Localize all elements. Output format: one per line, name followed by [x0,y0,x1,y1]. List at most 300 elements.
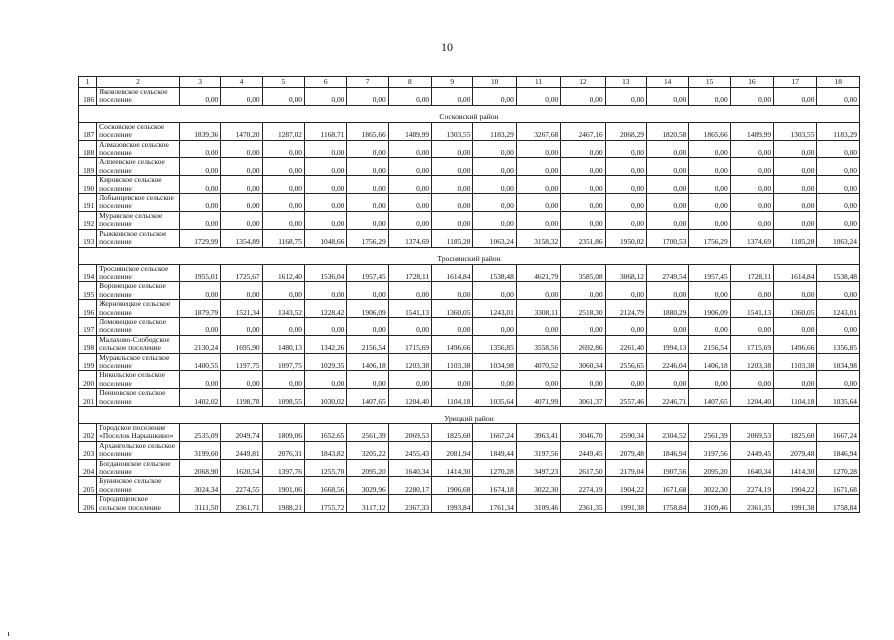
page-number: 10 [441,40,453,54]
value-cell: 0,00 [774,88,817,106]
settlement-name: Сосковское сельское поселение [97,122,180,140]
value-cell: 2304,52 [646,424,688,442]
value-cell: 3022,30 [516,477,560,495]
value-cell: 2079,48 [774,441,817,459]
value-cell: 1728,11 [388,264,431,282]
value-cell: 1104,18 [774,389,817,407]
value-cell: 1204,40 [388,389,431,407]
value-cell: 1521,34 [221,300,262,318]
value-cell: 1541,13 [388,300,431,318]
row-number: 191 [79,194,97,212]
value-cell: 2274,19 [730,477,773,495]
settlement-name: Муравское сельское поселение [97,211,180,229]
table-row [79,371,860,389]
value-cell: 1243,01 [473,300,516,318]
value-cell: 0,00 [432,211,473,229]
column-number: 7 [347,77,388,88]
value-cell: 0,00 [689,140,730,158]
settlement-name: Муравльское сельское поселение [97,353,180,371]
value-cell: 1228,42 [304,300,346,318]
district-title: Урицкий район [79,407,860,424]
value-cell: 0,00 [432,282,473,300]
value-cell: 1356,85 [473,335,516,353]
value-cell: 1761,34 [473,495,516,513]
value-cell: 3197,56 [516,441,560,459]
value-cell: 1407,65 [347,389,388,407]
value-cell: 0,00 [561,282,605,300]
value-cell: 0,00 [473,211,516,229]
value-cell: 1198,78 [221,389,262,407]
value-cell: 1103,38 [774,353,817,371]
value-cell: 2361,71 [221,495,262,513]
value-cell: 1907,56 [646,459,688,477]
value-cell: 0,00 [646,371,688,389]
value-cell: 3111,50 [179,495,220,513]
row-number: 204 [79,459,97,477]
value-cell: 0,00 [730,158,773,176]
value-cell: 0,00 [689,176,730,194]
settlement-name: Городищенское сельское поселение [97,495,180,513]
value-cell: 2156,54 [689,335,730,353]
settlement-name: Троснянское сельское поселение [97,264,180,282]
value-cell: 2361,35 [730,495,773,513]
row-number: 192 [79,211,97,229]
value-cell: 1715,69 [730,335,773,353]
value-cell: 0,00 [473,140,516,158]
value-cell: 1906,09 [689,300,730,318]
value-cell: 0,00 [347,176,388,194]
value-cell: 0,00 [347,371,388,389]
value-cell: 0,00 [646,317,688,335]
value-cell: 3029,96 [347,477,388,495]
value-cell: 0,00 [473,371,516,389]
value-cell: 1991,38 [774,495,817,513]
value-cell: 1640,34 [388,459,431,477]
value-cell: 0,00 [179,211,220,229]
value-cell: 2079,48 [605,441,646,459]
district-title: Сосковский район [79,105,860,122]
value-cell: 0,00 [817,282,860,300]
value-cell: 2280,17 [388,477,431,495]
value-cell: 0,00 [516,371,560,389]
column-number: 8 [388,77,431,88]
value-cell: 0,00 [179,158,220,176]
value-cell: 1063,24 [473,229,516,247]
column-number: 9 [432,77,473,88]
value-cell: 0,00 [304,158,346,176]
value-cell: 0,00 [473,194,516,212]
value-cell: 1906,09 [347,300,388,318]
value-cell: 1168,71 [304,122,346,140]
row-number: 188 [79,140,97,158]
value-cell: 0,00 [774,140,817,158]
column-number: 1 [79,77,97,88]
value-cell: 3267,68 [516,122,560,140]
value-cell: 1397,76 [262,459,304,477]
value-cell: 1700,53 [646,229,688,247]
value-cell: 1671,68 [817,477,860,495]
value-cell: 0,00 [646,176,688,194]
value-cell: 2274,19 [561,477,605,495]
value-cell: 0,00 [774,282,817,300]
value-cell: 0,00 [262,158,304,176]
value-cell: 3585,08 [561,264,605,282]
value-cell: 1185,28 [774,229,817,247]
value-cell: 1538,48 [817,264,860,282]
value-cell: 0,00 [689,282,730,300]
value-cell: 0,00 [388,317,431,335]
value-cell: 0,00 [221,176,262,194]
value-cell: 2561,39 [689,424,730,442]
value-cell: 0,00 [689,317,730,335]
value-cell: 2351,86 [561,229,605,247]
value-cell: 0,00 [689,158,730,176]
value-cell: 0,00 [304,371,346,389]
value-cell: 0,00 [304,211,346,229]
value-cell: 0,00 [221,88,262,106]
value-cell: 1809,06 [262,424,304,442]
table-row [79,317,860,335]
value-cell: 0,00 [516,317,560,335]
table-row [79,229,860,247]
value-cell: 1728,11 [730,264,773,282]
value-cell: 0,00 [304,176,346,194]
value-cell: 3109,46 [516,495,560,513]
value-cell: 0,00 [561,140,605,158]
value-cell: 0,00 [347,211,388,229]
row-number: 196 [79,300,97,318]
value-cell: 1034,98 [817,353,860,371]
value-cell: 0,00 [689,88,730,106]
value-cell: 2449,81 [221,441,262,459]
row-number: 189 [79,158,97,176]
value-cell: 0,00 [432,88,473,106]
table-row [79,194,860,212]
column-number: 13 [605,77,646,88]
value-cell: 0,00 [347,158,388,176]
value-cell: 0,00 [774,211,817,229]
value-cell: 0,00 [646,140,688,158]
row-number: 199 [79,353,97,371]
value-cell: 1758,84 [646,495,688,513]
value-cell: 0,00 [473,317,516,335]
value-cell: 0,00 [689,194,730,212]
value-cell: 1496,66 [774,335,817,353]
row-number: 195 [79,282,97,300]
value-cell: 0,00 [730,88,773,106]
settlement-name: Алмазовское сельское поселение [97,140,180,158]
value-cell: 3963,41 [516,424,560,442]
value-cell: 1614,84 [774,264,817,282]
value-cell: 2069,53 [388,424,431,442]
value-cell: 0,00 [561,176,605,194]
value-cell: 0,00 [388,88,431,106]
value-cell: 3158,32 [516,229,560,247]
value-cell: 0,00 [730,176,773,194]
value-cell: 1097,75 [262,353,304,371]
settlement-name: Кировское сельское поселение [97,176,180,194]
value-cell: 1839,36 [179,122,220,140]
value-cell: 1496,66 [432,335,473,353]
value-cell: 0,00 [605,176,646,194]
value-cell: 1755,72 [304,495,346,513]
value-cell: 2156,54 [347,335,388,353]
value-cell: 0,00 [561,158,605,176]
value-cell: 1991,38 [605,495,646,513]
value-cell: 0,00 [817,194,860,212]
settlement-name: Воронецкое сельское поселение [97,282,180,300]
value-cell: 1993,84 [432,495,473,513]
settlement-name: Жерновецкое сельское поселение [97,300,180,318]
column-number: 16 [730,77,773,88]
value-cell: 1865,66 [347,122,388,140]
value-cell: 0,00 [730,140,773,158]
value-cell: 0,00 [516,282,560,300]
value-cell: 1400,55 [179,353,220,371]
column-number: 2 [97,77,180,88]
data-table [78,76,860,513]
value-cell: 0,00 [516,140,560,158]
value-cell: 1407,65 [689,389,730,407]
value-cell: 1183,29 [817,122,860,140]
value-cell: 1104,18 [432,389,473,407]
value-cell: 0,00 [817,176,860,194]
value-cell: 0,00 [304,282,346,300]
value-cell: 0,00 [221,211,262,229]
value-cell: 1203,38 [730,353,773,371]
value-cell: 1620,54 [221,459,262,477]
value-cell: 3022,30 [689,477,730,495]
value-cell: 1406,18 [347,353,388,371]
value-cell: 0,00 [388,282,431,300]
value-cell: 1270,28 [473,459,516,477]
row-number: 206 [79,495,97,513]
value-cell: 1880,29 [646,300,688,318]
settlement-name: Пенновское сельское поселение [97,389,180,407]
column-number: 15 [689,77,730,88]
value-cell: 2068,90 [179,459,220,477]
value-cell: 1103,38 [432,353,473,371]
value-cell: 1035,64 [817,389,860,407]
value-cell: 2081,94 [432,441,473,459]
row-number: 187 [79,122,97,140]
value-cell: 0,00 [561,371,605,389]
value-cell: 0,00 [179,371,220,389]
value-cell: 0,00 [432,317,473,335]
table-row [79,424,860,442]
value-cell: 1168,75 [262,229,304,247]
value-cell: 1756,29 [347,229,388,247]
row-number: 202 [79,424,97,442]
value-cell: 0,00 [347,140,388,158]
value-cell: 1667,24 [473,424,516,442]
value-cell: 1846,94 [817,441,860,459]
value-cell: 1988,21 [262,495,304,513]
table-row [79,459,860,477]
table-row [79,495,860,513]
value-cell: 0,00 [689,211,730,229]
table-row [79,300,860,318]
value-cell: 0,00 [473,176,516,194]
value-cell: 0,00 [774,194,817,212]
value-cell: 1756,29 [689,229,730,247]
district-header-row [79,105,860,122]
table-row [79,211,860,229]
column-number: 12 [561,77,605,88]
column-number: 14 [646,77,688,88]
settlement-name: Рыжковское сельское поселение [97,229,180,247]
table-row [79,88,860,106]
value-cell: 1825,60 [774,424,817,442]
value-cell: 0,00 [730,194,773,212]
value-cell: 0,00 [646,282,688,300]
value-cell: 3497,23 [516,459,560,477]
value-cell: 3117,12 [347,495,388,513]
value-cell: 1904,22 [774,477,817,495]
value-cell: 2455,43 [388,441,431,459]
settlement-name: Алпеевское сельское поселение [97,158,180,176]
value-cell: 2130,24 [179,335,220,353]
value-cell: 3308,11 [516,300,560,318]
value-cell: 0,00 [432,194,473,212]
value-cell: 0,00 [221,317,262,335]
value-cell: 0,00 [817,140,860,158]
value-cell: 1414,30 [432,459,473,477]
edge-mark [8,632,9,636]
value-cell: 0,00 [774,317,817,335]
value-cell: 1303,55 [432,122,473,140]
value-cell: 1480,13 [262,335,304,353]
value-cell: 1414,30 [774,459,817,477]
value-cell: 0,00 [221,282,262,300]
value-cell: 2179,04 [605,459,646,477]
value-cell: 1901,06 [262,477,304,495]
column-number: 11 [516,77,560,88]
value-cell: 0,00 [605,158,646,176]
value-cell: 1374,69 [388,229,431,247]
value-cell: 0,00 [730,371,773,389]
value-cell: 1356,85 [817,335,860,353]
table-row [79,264,860,282]
value-cell: 0,00 [817,158,860,176]
table-row [79,158,860,176]
value-cell: 0,00 [262,194,304,212]
row-number: 201 [79,389,97,407]
value-cell: 0,00 [221,158,262,176]
district-header-row [79,247,860,264]
value-cell: 1674,18 [473,477,516,495]
row-number: 198 [79,335,97,353]
value-cell: 0,00 [262,371,304,389]
value-cell: 0,00 [221,140,262,158]
value-cell: 0,00 [304,194,346,212]
value-cell: 0,00 [179,282,220,300]
value-cell: 2261,40 [605,335,646,353]
value-cell: 1342,26 [304,335,346,353]
value-cell: 1820,58 [646,122,688,140]
column-number: 10 [473,77,516,88]
value-cell: 0,00 [817,317,860,335]
value-cell: 0,00 [304,140,346,158]
value-cell: 1034,98 [473,353,516,371]
value-cell: 0,00 [561,211,605,229]
table-row [79,140,860,158]
value-cell: 0,00 [605,317,646,335]
value-cell: 1185,28 [432,229,473,247]
table-row [79,122,860,140]
value-cell: 1098,55 [262,389,304,407]
value-cell: 0,00 [605,88,646,106]
value-cell: 1541,13 [730,300,773,318]
value-cell: 0,00 [817,371,860,389]
value-cell: 2068,29 [605,122,646,140]
row-number: 205 [79,477,97,495]
value-cell: 0,00 [179,317,220,335]
value-cell: 1640,34 [730,459,773,477]
value-cell: 2069,53 [730,424,773,442]
value-cell: 1904,22 [605,477,646,495]
value-cell: 0,00 [605,194,646,212]
value-cell: 3068,12 [605,264,646,282]
value-cell: 2095,20 [347,459,388,477]
row-number: 193 [79,229,97,247]
settlement-name: Лобынцевское сельское поселение [97,194,180,212]
value-cell: 3205,22 [347,441,388,459]
value-cell: 0,00 [347,317,388,335]
value-cell: 0,00 [516,194,560,212]
value-cell: 1695,90 [221,335,262,353]
value-cell: 1843,82 [304,441,346,459]
value-cell: 1725,67 [221,264,262,282]
value-cell: 0,00 [605,371,646,389]
value-cell: 2557,46 [605,389,646,407]
value-cell: 3558,56 [516,335,560,353]
value-cell: 0,00 [179,140,220,158]
row-number: 203 [79,441,97,459]
value-cell: 1957,45 [347,264,388,282]
value-cell: 0,00 [262,176,304,194]
value-cell: 0,00 [516,176,560,194]
column-number: 6 [304,77,346,88]
value-cell: 1243,01 [817,300,860,318]
value-cell: 4070,52 [516,353,560,371]
row-number: 190 [79,176,97,194]
value-cell: 1950,02 [605,229,646,247]
value-cell: 0,00 [561,88,605,106]
table-body [79,77,860,513]
value-cell: 1729,99 [179,229,220,247]
value-cell: 2095,20 [689,459,730,477]
value-cell: 0,00 [388,176,431,194]
value-cell: 0,00 [347,282,388,300]
value-cell: 1470,20 [221,122,262,140]
value-cell: 2246,04 [646,353,688,371]
value-cell: 4071,99 [516,389,560,407]
table-row [79,477,860,495]
value-cell: 1197,75 [221,353,262,371]
value-cell: 1287,02 [262,122,304,140]
value-cell: 1035,64 [473,389,516,407]
value-cell: 1825,60 [432,424,473,442]
value-cell: 2367,33 [388,495,431,513]
settlement-name: Бунинское сельское поселение [97,477,180,495]
value-cell: 1204,40 [730,389,773,407]
value-cell: 1906,68 [432,477,473,495]
value-cell: 0,00 [646,194,688,212]
column-number: 17 [774,77,817,88]
row-number: 200 [79,371,97,389]
value-cell: 1402,02 [179,389,220,407]
